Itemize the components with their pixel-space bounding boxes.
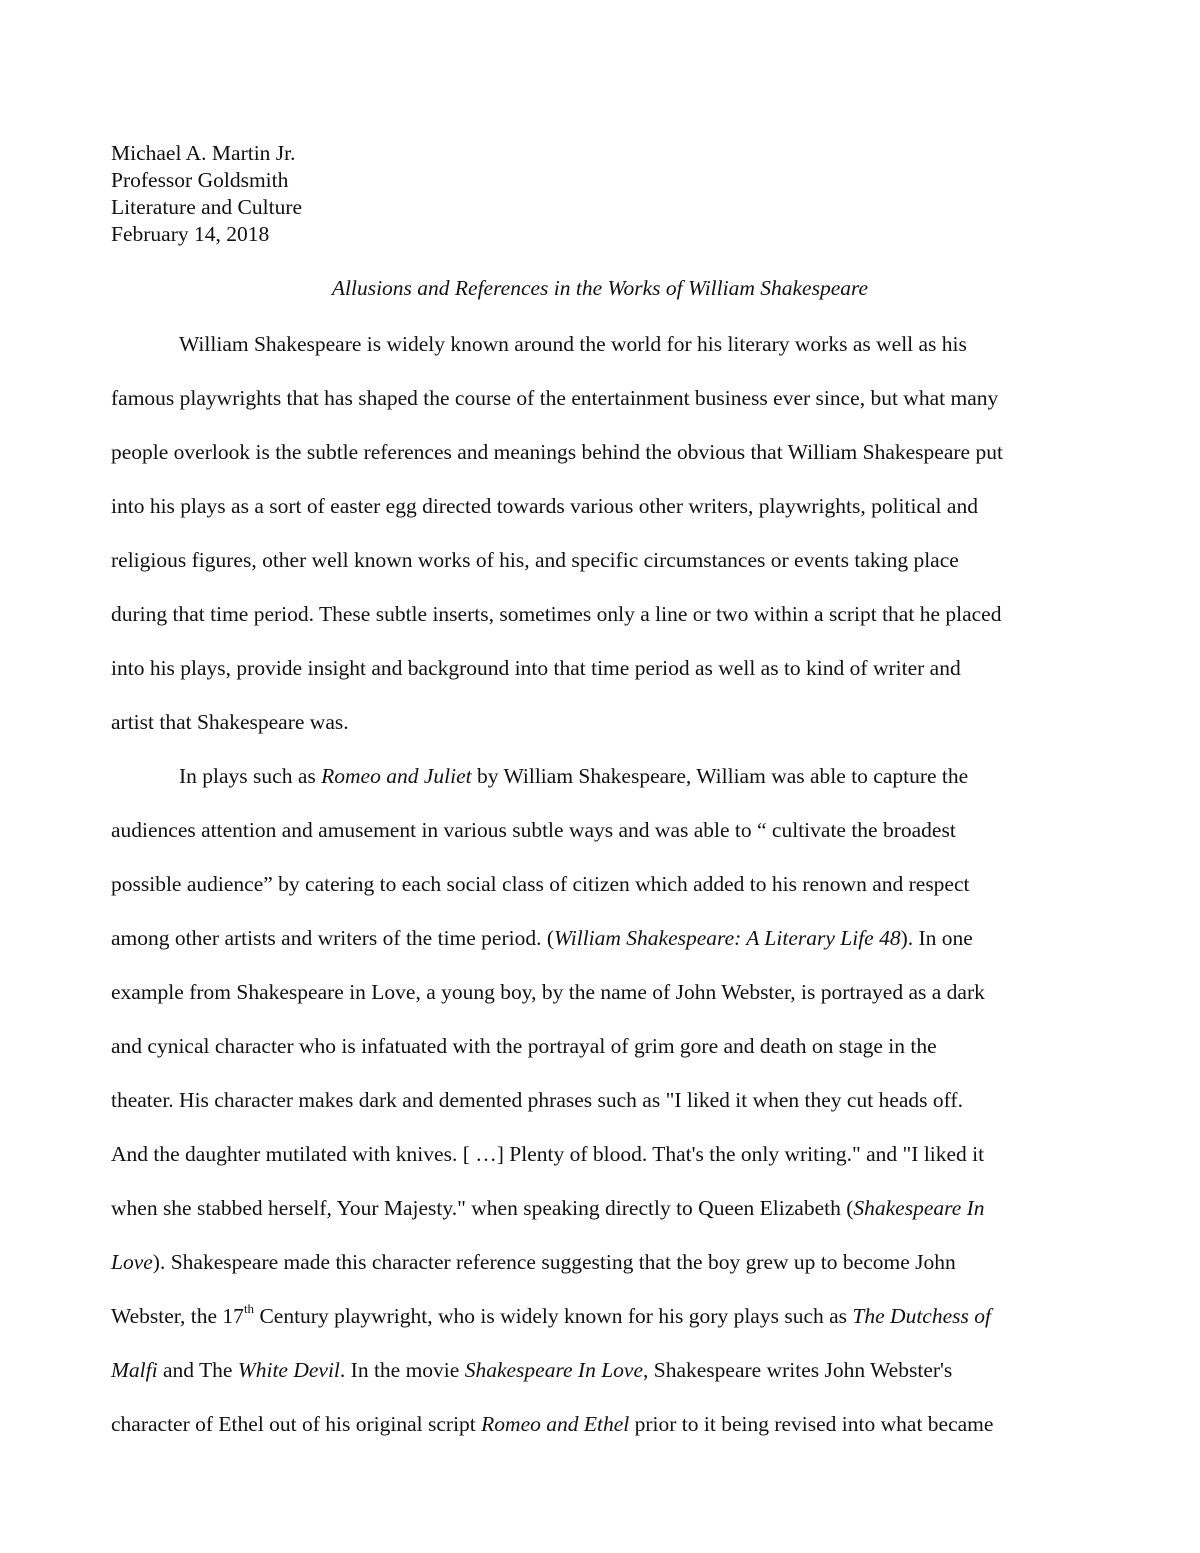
text-run: into his plays as a sort of easter egg directed towards various other writers, playwrights, political and [111,494,978,518]
text-run: And the daughter mutilated with knives. [ …] Plenty of blood. That's the only writing." and "I liked it [111,1142,985,1166]
italic-text: William Shakespeare: A Literary Life 48 [554,926,901,950]
text-run: , Shakespeare writes John Webster's [643,1358,953,1382]
italic-text: Shakespeare In Love [464,1358,644,1382]
body-line [111,815,956,845]
body-line [111,383,998,413]
text-run: when she stabbed herself, Your Majesty." when speaking directly to Queen Elizabeth ( [111,1196,854,1220]
text-run: Century playwright, who is widely known for his gory plays such as [254,1304,853,1328]
document-title: Allusions and References in the Works of William Shakespeare [331,276,869,300]
body-line [111,1247,956,1277]
body-line [111,1409,993,1439]
text-run: In plays such as [179,764,322,788]
text-run: William Shakespeare is widely known around the world for his literary works as well as his [179,332,967,356]
author-name: Michael A. Martin Jr. [111,141,296,165]
course-name: Literature and Culture [111,195,303,219]
body-line [111,923,973,953]
text-run: theater. His character makes dark and demented phrases such as "I liked it when they cut heads off. [111,1088,963,1112]
text-run: ). Shakespeare made this character reference suggesting that the boy grew up to become John [152,1250,956,1274]
document-date: February 14, 2018 [111,222,270,246]
superscript-text: th [243,1300,255,1316]
text-run: into his plays, provide insight and background into that time period as well as to kind of writer and [111,656,961,680]
body-line [111,545,959,575]
body-line [111,1031,937,1061]
text-run: by William Shakespeare, William was able to capture the [471,764,969,788]
body-line [111,869,970,899]
italic-text: The Dutchess of [852,1304,991,1328]
italic-text: Love [111,1250,153,1274]
body-line [111,1193,985,1223]
body-line [111,599,1001,629]
text-run: Webster, the 17 [111,1304,244,1328]
text-run: among other artists and writers of the time period. ( [111,926,555,950]
text-run: famous playwrights that has shaped the course of the entertainment business ever since, but what many [111,386,999,410]
body-line [111,707,349,737]
italic-text: Romeo and Ethel [481,1412,630,1436]
text-run: during that time period. These subtle inserts, sometimes only a line or two within a script that he placed [111,602,1002,626]
body-line [111,1139,984,1169]
text-run: prior to it being revised into what became [629,1412,994,1436]
text-run: artist that Shakespeare was. [111,710,349,734]
text-run: character of Ethel out of his original script [111,1412,482,1436]
body-line [111,1301,991,1331]
text-run: example from Shakespeare in Love, a young boy, by the name of John Webster, is portrayed as a dark [111,980,985,1004]
text-run: . In the movie [339,1358,465,1382]
body-line [179,761,968,791]
document-header [111,140,302,248]
italic-text: Malfi [111,1358,158,1382]
text-run: possible audience” by catering to each social class of citizen which added to his renown and respect [111,872,970,896]
text-run: religious figures, other well known works of his, and specific circumstances or events taking place [111,548,959,572]
body-line [111,1085,963,1115]
body-line [111,437,1003,467]
italic-text: Romeo and Juliet [321,764,472,788]
italic-text: Shakespeare In [853,1196,985,1220]
text-run: and The [157,1358,238,1382]
text-run: ). In one [900,926,973,950]
body-line [179,329,967,359]
text-run: people overlook is the subtle references and meanings behind the obvious that William Shakespeare put [111,440,1003,464]
body-line [111,977,985,1007]
italic-text: White Devil [237,1358,340,1382]
body-line [111,1355,952,1385]
text-run: and cynical character who is infatuated with the portrayal of grim gore and death on stage in the [111,1034,937,1058]
body-line [111,653,961,683]
body-line [111,491,978,521]
text-run: audiences attention and amusement in various subtle ways and was able to “ cultivate the broadest [111,818,956,842]
professor-name: Professor Goldsmith [111,168,289,192]
